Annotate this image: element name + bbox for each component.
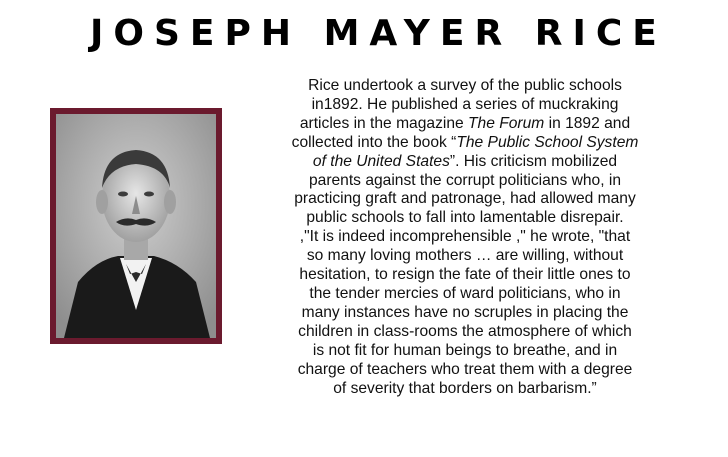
text-line: Rice undertook a survey of the public schools bbox=[308, 77, 622, 94]
text-line: in1892. He published a series of muckraking bbox=[311, 95, 619, 113]
text-line: hesitation, to resign the fate of their little ones to bbox=[299, 266, 631, 284]
portrait-photo bbox=[56, 114, 216, 338]
biography-text bbox=[250, 77, 680, 398]
text-line: public schools to fall into lamentable disrepair. bbox=[306, 209, 624, 227]
text-line: the tender mercies of ward politicians, who in bbox=[309, 284, 621, 302]
magazine-title: The Forum bbox=[468, 114, 545, 132]
text-line: children in class-rooms the atmosphere of which bbox=[298, 322, 632, 340]
text-line: ,"It is indeed incomprehensible ," he wrote, "that bbox=[299, 228, 631, 246]
text-line: articles in the magazine The Forum in 1892 and bbox=[299, 114, 631, 132]
text-line: collected into the book “The Public School System bbox=[291, 133, 639, 151]
text-line: many instances have no scruples in placing the bbox=[301, 303, 629, 321]
text-line: charge of teachers who treat them with a degree bbox=[297, 360, 633, 378]
text-line: of severity that borders on barbarism.” bbox=[333, 379, 597, 397]
text-line: practicing graft and patronage, had allowed many bbox=[294, 190, 636, 208]
book-title: of the United States bbox=[312, 152, 450, 170]
text-line: is not fit for human beings to breathe, and in bbox=[312, 341, 618, 359]
text-line: of the United States”. His criticism mobilized bbox=[312, 152, 618, 170]
page-title: JOSEPH MAYER RICE bbox=[90, 13, 667, 54]
text-line: so many loving mothers … are willing, without bbox=[306, 247, 624, 265]
text-line: parents against the corrupt politicians who, in bbox=[308, 171, 622, 189]
book-title: The Public School System bbox=[456, 133, 639, 151]
portrait-frame bbox=[50, 108, 222, 344]
